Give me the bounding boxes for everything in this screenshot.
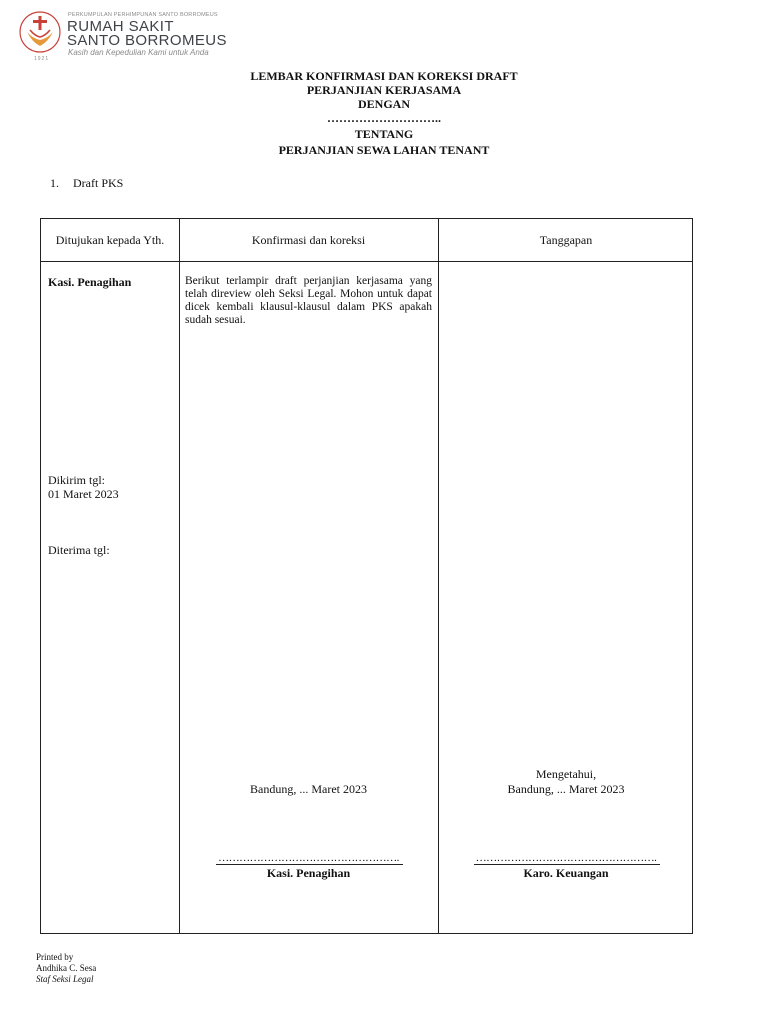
header-response: Tanggapan <box>539 233 593 247</box>
confirmation-table <box>40 218 693 934</box>
header-divider <box>41 261 692 262</box>
document-title-subject: PERJANJIAN SEWA LAHAN TENANT <box>278 143 490 157</box>
document-title-partner-placeholder: ……………………….. <box>327 111 441 125</box>
document-title-line5: TENTANG <box>354 127 414 141</box>
left-city-date: Bandung, ... Maret 2023 <box>250 782 367 796</box>
right-signature-line <box>474 864 660 865</box>
recipient-name: Kasi. Penagihan <box>48 275 132 289</box>
document-title-line1: LEMBAR KONFIRMASI DAN KOREKSI DRAFT <box>250 69 518 83</box>
document-title-line2: PERJANJIAN KERJASAMA <box>306 83 462 97</box>
confirmation-message: Berikut terlampir draft perjanjian kerjasama yang telah direview oleh Seksi Legal. Mohon untuk dapat dicek kembali klausul-klausul dalam PKS apakah sudah sesuai. <box>185 275 432 326</box>
right-signatory: Karo. Keuangan <box>523 866 609 880</box>
hospital-emblem-icon <box>18 8 62 58</box>
left-signature-line <box>216 864 403 865</box>
sent-date-value: 01 Maret 2023 <box>48 487 119 501</box>
footer-printed-by: Printed by <box>36 952 74 962</box>
logo-name-line1: RUMAH SAKIT <box>67 18 174 35</box>
logo-name-line2: SANTO BORROMEUS <box>67 32 227 49</box>
header-confirmation: Konfirmasi dan koreksi <box>251 233 366 247</box>
sent-date-label: Dikirim tgl: <box>48 473 105 487</box>
section-number: 1. <box>50 176 59 190</box>
section-heading <box>50 176 123 191</box>
right-city-date: Bandung, ... Maret 2023 <box>507 782 625 796</box>
right-acknowledged-label: Mengetahui, <box>535 767 597 781</box>
column-divider <box>438 219 439 933</box>
left-signatory: Kasi. Penagihan <box>266 866 351 880</box>
received-date-label: Diterima tgl: <box>48 543 110 557</box>
logo-subtitle: PERKUMPULAN PERHIMPUNAN SANTO BORROMEUS <box>68 12 218 18</box>
right-signature-dots: ……………………………………………. <box>475 852 657 864</box>
logo-tagline: Kasih dan Kepedulian Kami untuk Anda <box>68 48 209 57</box>
left-signature-dots: ……………………………………………. <box>218 852 399 864</box>
hospital-logo <box>18 8 248 66</box>
footer-role: Staf Seksi Legal <box>36 974 94 984</box>
section-title: Draft PKS <box>73 176 124 190</box>
column-divider <box>179 219 180 933</box>
header-recipient: Ditujukan kepada Yth. <box>55 233 165 247</box>
footer-name: Andhika C. Sesa <box>36 963 97 973</box>
document-title-line3: DENGAN <box>357 97 410 111</box>
logo-year: 1921 <box>34 56 50 62</box>
